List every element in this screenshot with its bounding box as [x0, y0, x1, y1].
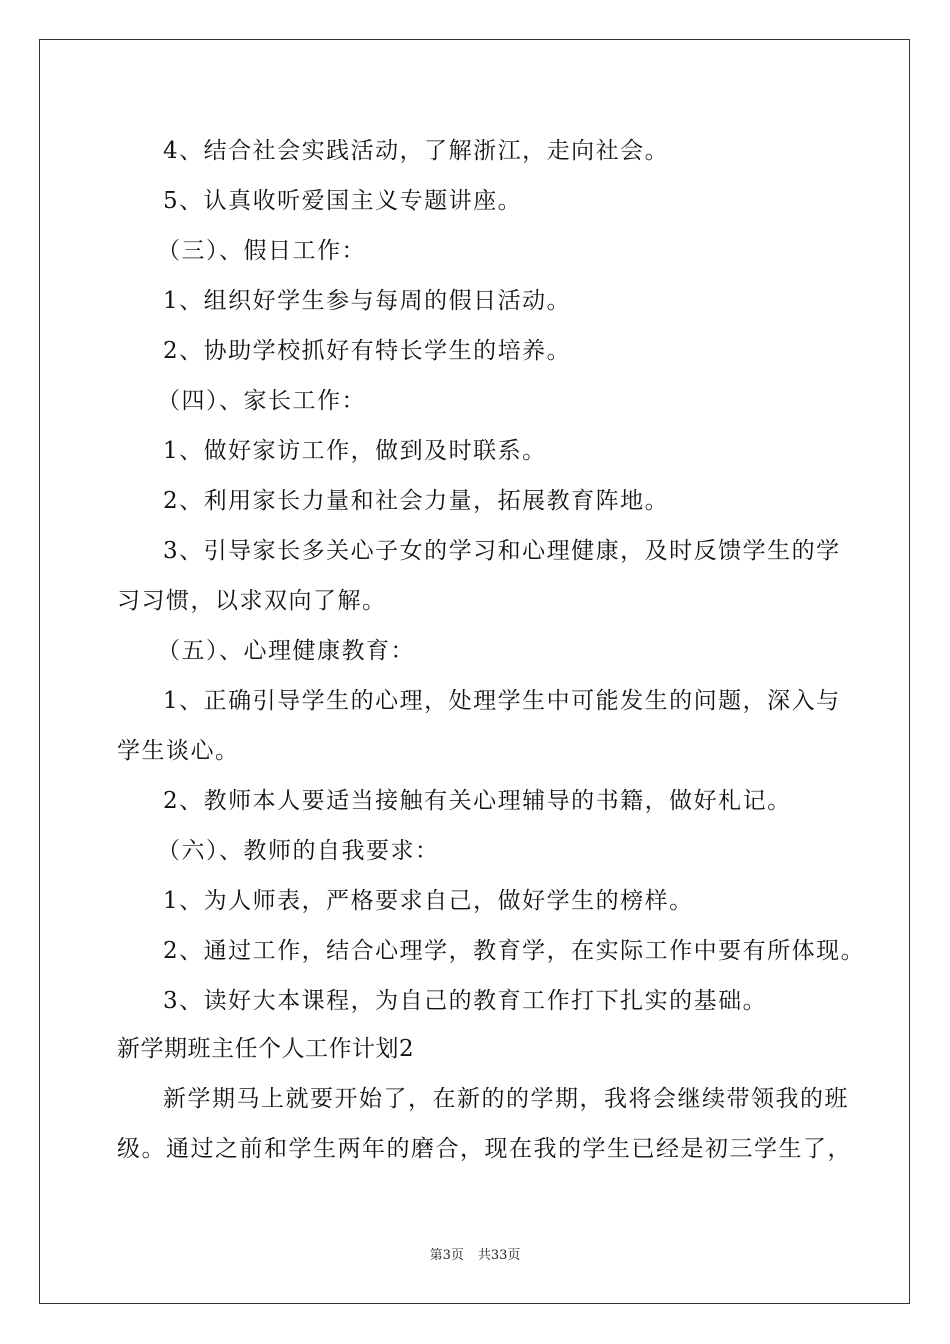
section-heading: （四）、家长工作：: [157, 388, 366, 414]
document-subtitle: 新学期班主任个人工作计划2: [117, 1036, 415, 1062]
list-item: 2、教师本人要适当接触有关心理辅导的书籍，做好札记。: [163, 788, 792, 814]
paragraph-continuation: 学生谈心。: [117, 738, 240, 764]
section-heading: （六）、教师的自我要求：: [157, 838, 440, 864]
section-heading: （五）、心理健康教育：: [157, 638, 415, 664]
list-item: 1、组织好学生参与每周的假日活动。: [163, 288, 572, 314]
list-item: 3、引导家长多关心子女的学习和心理健康，及时反馈学生的学: [163, 538, 841, 564]
list-item: 1、正确引导学生的心理，处理学生中可能发生的问题，深入与: [163, 688, 841, 714]
total-pages: 共33页: [477, 1248, 521, 1263]
list-item: 4、结合社会实践活动，了解浙江，走向社会。: [163, 138, 670, 164]
paragraph-continuation: 级。通过之前和学生两年的磨合，现在我的学生已经是初三学生了，: [117, 1136, 852, 1162]
list-item: 1、做好家访工作，做到及时联系。: [163, 438, 547, 464]
paragraph-continuation: 习习惯，以求双向了解。: [117, 588, 387, 614]
list-item: 2、利用家长力量和社会力量，拓展教育阵地。: [163, 488, 670, 514]
page-number: 第3页: [429, 1248, 464, 1263]
list-item: 2、协助学校抓好有特长学生的培养。: [163, 338, 572, 364]
paragraph-line: 新学期马上就要开始了，在新的的学期，我将会继续带领我的班: [163, 1086, 849, 1112]
list-item: 5、认真收听爱国主义专题讲座。: [163, 188, 523, 214]
list-item: 1、为人师表，严格要求自己，做好学生的榜样。: [163, 888, 694, 914]
page-footer: [0, 1247, 950, 1265]
list-item: 2、通过工作，结合心理学，教育学，在实际工作中要有所体现。: [163, 938, 866, 964]
list-item: 3、读好大本课程，为自己的教育工作打下扎实的基础。: [163, 988, 768, 1014]
section-heading: （三）、假日工作：: [157, 238, 366, 264]
page-border: [39, 39, 910, 1304]
